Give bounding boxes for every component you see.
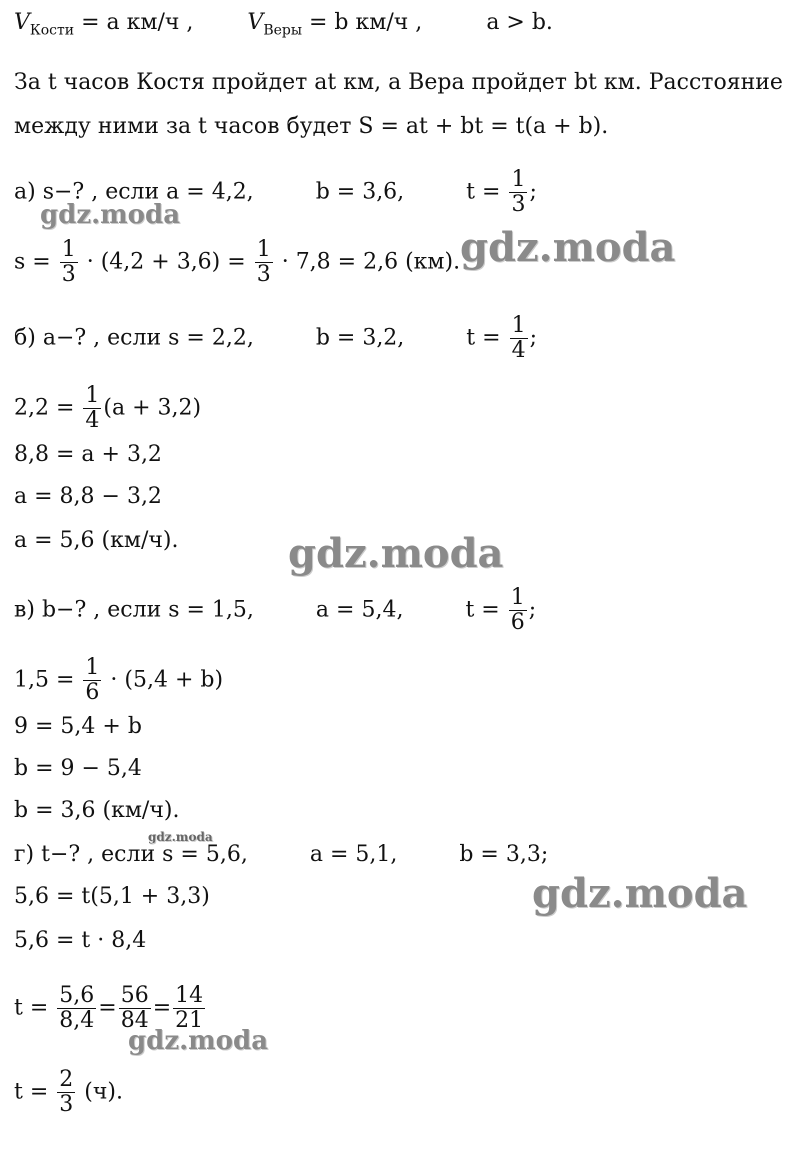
part-a-given: а) s−? , если a = 4,2,: [14, 179, 254, 205]
watermark: gdz.moda: [532, 870, 748, 917]
part-g-step-2: 5,6 = t · 8,4: [14, 928, 147, 953]
part-v-answer: b = 3,6 (км/ч).: [14, 798, 180, 823]
part-g-step-3: t = $\frac{5,6}{8,4}$ = $\frac{56}{84}$ = $\frac{14}{21}$: [14, 983, 204, 1033]
very-subscript: Веры: [263, 22, 302, 39]
intro-line-2: между ними за t часов будет S = at + bt = t(a + b).: [14, 114, 609, 139]
part-b-step-1: 2,2 = $\frac{1}{4}$ (a + 3,2): [14, 383, 202, 433]
part-g-condition: г) t−? , если s = 5,6, a = 5,1, b = 3,3;: [14, 842, 549, 867]
part-a-solution: s = $\frac{1}{3}$ · (4,2 + 3,6) = $\frac{1}{3}$ · 7,8 = 2,6 (км).: [14, 237, 461, 287]
part-b-answer: a = 5,6 (км/ч).: [14, 528, 179, 553]
part-a-t-label: t =: [466, 179, 501, 205]
watermark: gdz.moda: [148, 830, 213, 844]
given-speeds-line: [14, 8, 553, 45]
part-v-condition: в) b−? , если s = 1,5, a = 5,4, t = $\frac{1}{6}$ ;: [14, 585, 537, 635]
v-kosti-symbol: V: [14, 10, 30, 35]
part-a-t-fraction: $\frac{1}{3}$: [511, 167, 526, 217]
part-v-step-2: 9 = 5,4 + b: [14, 714, 142, 739]
part-b-step-2: 8,8 = a + 3,2: [14, 442, 162, 467]
speed-condition: a > b.: [486, 10, 553, 35]
kosti-subscript: Кости: [29, 22, 75, 39]
part-b-step-3: a = 8,8 − 3,2: [14, 484, 162, 509]
watermark: gdz.moda: [128, 1026, 269, 1056]
part-g-answer: t = $\frac{2}{3}$ (ч).: [14, 1067, 123, 1117]
kosti-speed: = a км/ч ,: [74, 10, 194, 35]
v-very-symbol: V: [247, 10, 264, 35]
part-b-condition: б) a−? , если s = 2,2, b = 3,2, t = $\frac{1}{4}$ ;: [14, 313, 537, 363]
part-v-step-3: b = 9 − 5,4: [14, 756, 142, 781]
very-speed: = b км/ч ,: [302, 10, 423, 35]
part-a-condition: а) s−? , если a = 4,2, b = 3,6, t = $\frac{1}{3}$ ;: [14, 167, 537, 217]
part-a-b: b = 3,6,: [315, 179, 405, 205]
watermark: gdz.moda: [288, 530, 504, 577]
part-v-step-1: 1,5 = $\frac{1}{6}$ · (5,4 + b): [14, 655, 224, 705]
part-g-step-1: 5,6 = t(5,1 + 3,3): [14, 884, 210, 909]
watermark: gdz.moda: [460, 224, 676, 271]
intro-line-1: За t часов Костя пройдет at км, а Вера пройдет bt км. Расстояние: [14, 70, 783, 95]
watermark: gdz.moda: [40, 200, 181, 230]
